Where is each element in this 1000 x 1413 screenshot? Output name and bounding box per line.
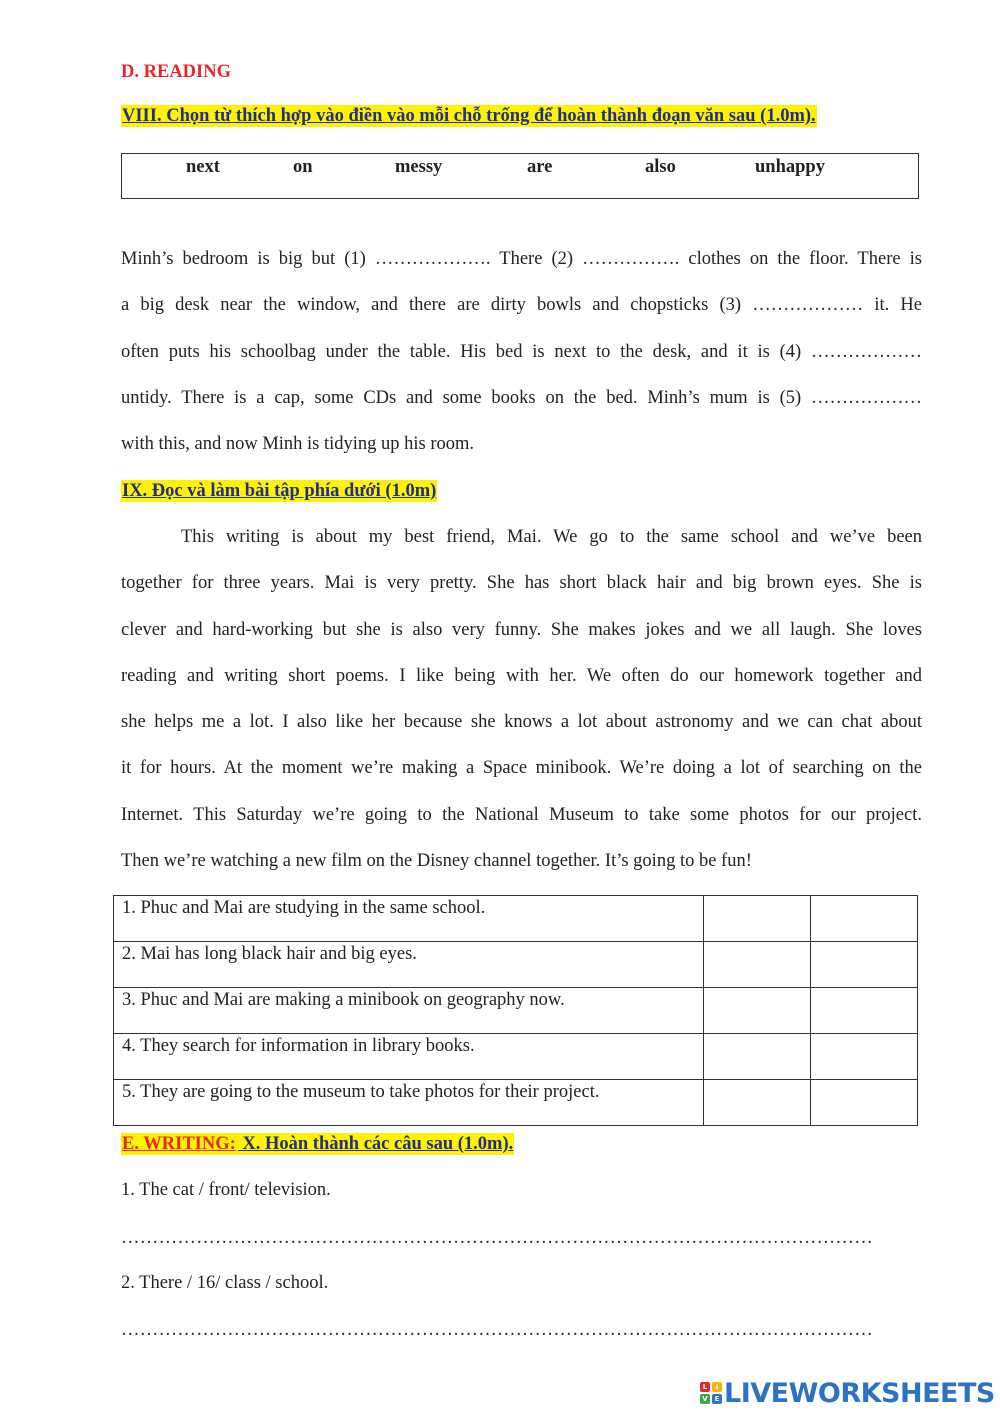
word-item: messy bbox=[395, 157, 443, 177]
answer-line[interactable]: ………………………………………………………………………………………………………… bbox=[121, 1228, 873, 1248]
statement-cell: 3. Phuc and Mai are making a minibook on geography now. bbox=[114, 988, 704, 1034]
word-item: unhappy bbox=[755, 157, 825, 177]
word-item: next bbox=[186, 157, 220, 177]
exercise-8-heading bbox=[121, 106, 817, 127]
passage-line: clever and hard-working but she is also very funny. She makes jokes and we all laugh. She loves bbox=[121, 619, 922, 640]
table-row bbox=[114, 1080, 918, 1126]
true-answer-cell[interactable] bbox=[704, 1034, 811, 1080]
passage-line: reading and writing short poems. I like being with her. We often do our homework together and bbox=[121, 665, 922, 686]
writing-prompt: 2. There / 16/ class / school. bbox=[121, 1273, 329, 1293]
passage-line: Minh’s bedroom is big but (1) ………………. There (2) ……………. clothes on the floor. There is bbox=[121, 249, 922, 269]
true-answer-cell[interactable] bbox=[704, 896, 811, 942]
answer-line[interactable]: ………………………………………………………………………………………………………… bbox=[121, 1320, 873, 1340]
logo-mark-icon: L I V E bbox=[700, 1382, 722, 1404]
word-item: also bbox=[645, 157, 676, 177]
table-row bbox=[114, 988, 918, 1034]
word-box bbox=[121, 153, 919, 199]
true-answer-cell[interactable] bbox=[704, 942, 811, 988]
statement-cell: 1. Phuc and Mai are studying in the same school. bbox=[114, 896, 704, 942]
logo-text: LIVEWORKSHEETS bbox=[724, 1377, 995, 1409]
statement-cell: 4. They search for information in library books. bbox=[114, 1034, 704, 1080]
passage-line: a big desk near the window, and there are dirty bowls and chopsticks (3) ……………… it. He bbox=[121, 295, 922, 316]
exercise-8-passage bbox=[121, 236, 922, 467]
passage-line: with this, and now Minh is tidying up his room. bbox=[121, 434, 475, 455]
exercise-9-passage bbox=[121, 514, 922, 884]
passage-line: often puts his schoolbag under the table. His bed is next to the desk, and it is (4) ……………… bbox=[121, 341, 922, 362]
true-answer-cell[interactable] bbox=[704, 1080, 811, 1126]
exercise-10-heading: X. Hoàn thành các câu sau (1.0m). bbox=[237, 1134, 514, 1154]
passage-line: This writing is about my best friend, Mai. We go to the same school and we’ve been bbox=[181, 527, 922, 547]
passage-line: Then we’re watching a new film on the Disney channel together. It’s going to be fun! bbox=[121, 851, 752, 872]
exercise-9-heading bbox=[121, 481, 437, 502]
statement-cell: 5. They are going to the museum to take photos for their project. bbox=[114, 1080, 704, 1126]
true-answer-cell[interactable] bbox=[704, 988, 811, 1034]
passage-line: Internet. This Saturday we’re going to the National Museum to take some photos for our project. bbox=[121, 804, 922, 825]
table-row bbox=[114, 896, 918, 942]
table-row bbox=[114, 942, 918, 988]
liveworksheets-logo bbox=[700, 1378, 995, 1408]
word-item: on bbox=[293, 157, 313, 177]
passage-line: together for three years. Mai is very pretty. She has short black hair and big brown eyes. She is bbox=[121, 573, 922, 594]
false-answer-cell[interactable] bbox=[811, 1080, 918, 1126]
passage-line: she helps me a lot. I also like her because she knows a lot about astronomy and we can chat about bbox=[121, 712, 922, 733]
section-e-heading bbox=[121, 1134, 514, 1155]
passage-line: untidy. There is a cap, some CDs and some books on the bed. Minh’s mum is (5) ……………… bbox=[121, 387, 922, 408]
table-row bbox=[114, 1034, 918, 1080]
statement-cell: 2. Mai has long black hair and big eyes. bbox=[114, 942, 704, 988]
exercise-9-heading-text: IX. Đọc và làm bài tập phía dưới (1.0m) bbox=[122, 481, 437, 501]
writing-prompt: 1. The cat / front/ television. bbox=[121, 1180, 331, 1200]
word-item: are bbox=[527, 157, 553, 177]
section-d-title: D. READING bbox=[121, 62, 231, 82]
false-answer-cell[interactable] bbox=[811, 988, 918, 1034]
false-answer-cell[interactable] bbox=[811, 896, 918, 942]
false-answer-cell[interactable] bbox=[811, 1034, 918, 1080]
passage-line: it for hours. At the moment we’re making a Space minibook. We’re doing a lot of searching on the bbox=[121, 758, 922, 779]
true-false-table bbox=[113, 895, 918, 1126]
section-e-label: E. WRITING: bbox=[122, 1134, 236, 1154]
exercise-8-heading-text: VIII. Chọn từ thích hợp vào điền vào mỗi chỗ trống để hoàn thành đoạn văn sau (1.0m). bbox=[122, 106, 816, 126]
false-answer-cell[interactable] bbox=[811, 942, 918, 988]
